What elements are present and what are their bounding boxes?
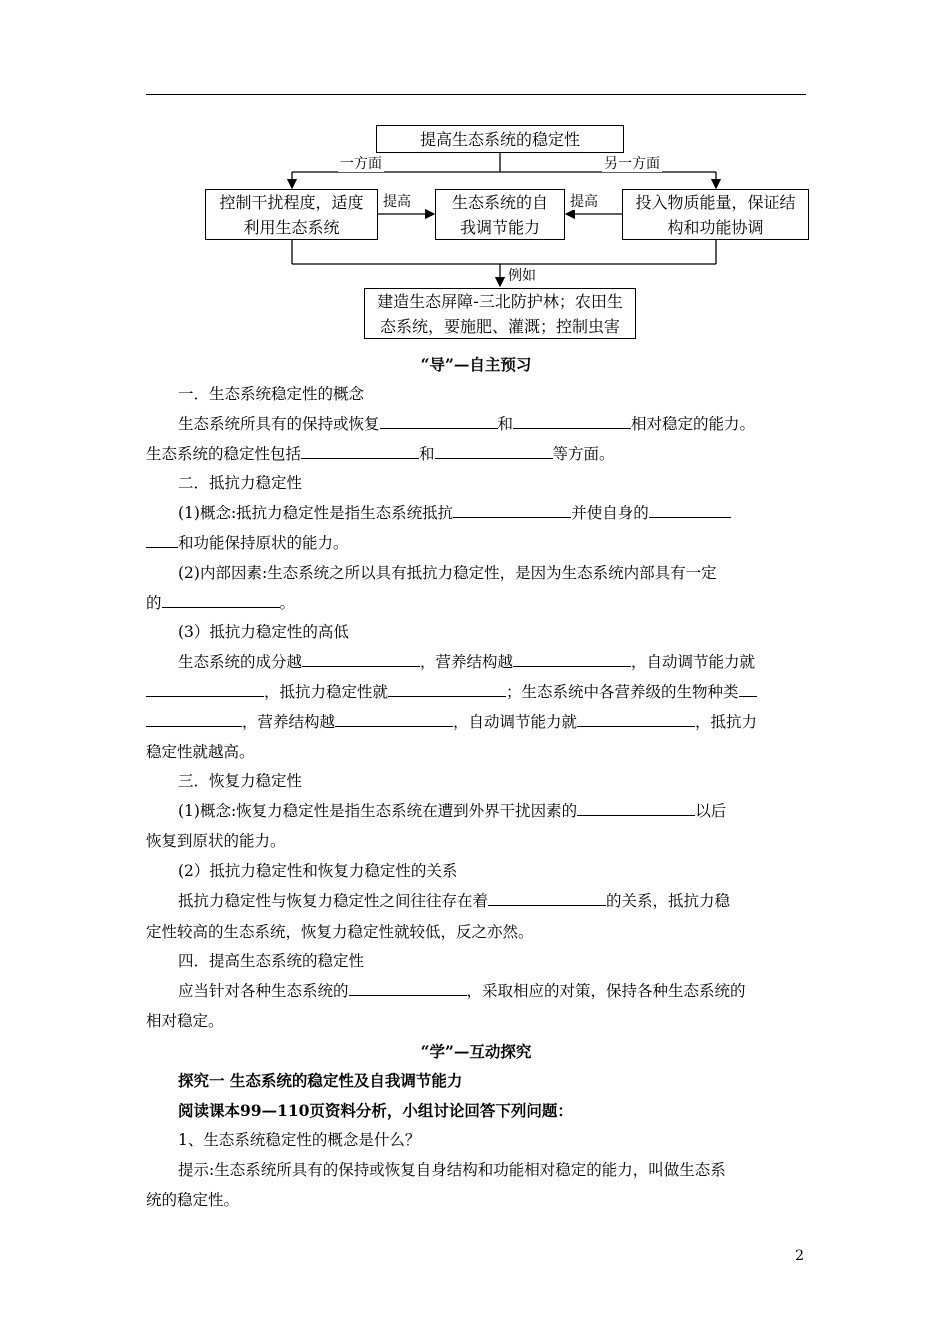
left-branch-label: 一方面 bbox=[340, 156, 382, 172]
blank-2 bbox=[513, 414, 631, 429]
blank-14 bbox=[146, 712, 242, 727]
para-17 bbox=[178, 981, 746, 1001]
para-5: (2)内部因素:生态系统之所以具有抵抗力稳定性，是因为生态系统内部具有一定 bbox=[178, 564, 717, 582]
p3b: 并使自身的 bbox=[571, 504, 649, 522]
p10a: ，营养结构越 bbox=[242, 713, 336, 731]
question-1: 1、生态系统稳定性的概念是什么？ bbox=[178, 1131, 421, 1149]
diagram-center-box bbox=[435, 189, 565, 240]
example-label: 例如 bbox=[508, 268, 536, 284]
p1c: 相对稳定的能力。 bbox=[631, 415, 756, 433]
para-18: 相对稳定。 bbox=[146, 1012, 224, 1030]
para-2 bbox=[146, 444, 615, 464]
blank-17 bbox=[577, 801, 695, 816]
para-7: (3）抵抗力稳定性的高低 bbox=[178, 623, 349, 641]
para-10 bbox=[146, 712, 757, 732]
para-15 bbox=[178, 891, 730, 911]
right-branch-label: 另一方面 bbox=[604, 156, 660, 172]
p8a: 生态系统的成分越 bbox=[178, 653, 303, 671]
p15a: 抵抗力稳定性与恢复力稳定性之间往往存在着 bbox=[178, 892, 489, 910]
blank-18 bbox=[488, 891, 606, 906]
para-4 bbox=[146, 533, 349, 553]
diagram-right-box bbox=[622, 189, 809, 240]
heading-2: 二．抵抗力稳定性 bbox=[178, 474, 303, 492]
instruction: 阅读课本99—110页资料分析，小组讨论回答下列问题： bbox=[178, 1101, 573, 1120]
para-11: 稳定性就越高。 bbox=[146, 743, 255, 761]
blank-7 bbox=[146, 533, 178, 548]
question-title: 探究一 生态系统的稳定性及自我调节能力 bbox=[178, 1071, 463, 1090]
bottom-box-line1: 建造生态屏障-三北防护林；农田生 bbox=[377, 291, 623, 311]
answer-1-line1: 提示:生态系统所具有的保持或恢复自身结构和功能相对稳定的能力，叫做生态系 bbox=[178, 1161, 726, 1179]
heading-4: 四．提高生态系统的稳定性 bbox=[178, 952, 365, 970]
diagram-top-text: 提高生态系统的稳定性 bbox=[419, 129, 580, 149]
p6b: 。 bbox=[279, 594, 296, 612]
blank-4 bbox=[435, 444, 553, 459]
p15b: 的关系，抵抗力稳 bbox=[606, 892, 731, 910]
p17b: ，采取相应的对策，保持各种生态系统的 bbox=[466, 982, 746, 1000]
blank-19 bbox=[349, 981, 467, 996]
p10b: ，自动调节能力就 bbox=[453, 713, 578, 731]
left-box-line2: 利用生态系统 bbox=[243, 217, 340, 237]
p1b: 和 bbox=[497, 415, 514, 433]
center-box-line1: 生态系统的自 bbox=[451, 192, 548, 212]
heading-3: 三．恢复力稳定性 bbox=[178, 772, 303, 790]
diagram-bottom-box bbox=[364, 288, 636, 339]
blank-6 bbox=[649, 503, 731, 518]
para-12 bbox=[178, 801, 726, 821]
para-3 bbox=[178, 503, 731, 523]
section1-title: “导”—自主预习 bbox=[420, 355, 532, 374]
left-box-line1: 控制干扰程度，适度 bbox=[219, 192, 364, 212]
blank-8 bbox=[162, 593, 280, 608]
p2a: 生态系统的稳定性包括 bbox=[146, 445, 302, 463]
p12a: (1)概念:恢复力稳定性是指生态系统在遭到外界干扰因素的 bbox=[178, 802, 578, 820]
blank-11 bbox=[146, 682, 264, 697]
para-9 bbox=[146, 682, 757, 702]
left-arrow-label: 提高 bbox=[383, 194, 411, 210]
answer-1-line2: 统的稳定性。 bbox=[146, 1191, 240, 1209]
p8c: ，自动调节能力就 bbox=[631, 653, 756, 671]
center-box-line2: 我调节能力 bbox=[459, 217, 540, 237]
p2b: 和 bbox=[419, 445, 435, 463]
p17a: 应当针对各种生态系统的 bbox=[178, 982, 349, 1000]
p8b: ，营养结构越 bbox=[420, 653, 514, 671]
diagram-top-box bbox=[376, 125, 624, 153]
blank-5 bbox=[453, 503, 571, 518]
diagram-left-box bbox=[205, 189, 378, 240]
blank-12 bbox=[388, 682, 506, 697]
p4: 和功能保持原状的能力。 bbox=[178, 534, 349, 552]
p9b: ；生态系统中各营养级的生物种类 bbox=[506, 683, 739, 701]
p2c: 等方面。 bbox=[552, 445, 615, 463]
bottom-box-line2: 态系统，要施肥、灌溉；控制虫害 bbox=[379, 316, 620, 336]
right-arrow-label: 提高 bbox=[570, 194, 598, 210]
p9a: ，抵抗力稳定性就 bbox=[264, 683, 389, 701]
para-1 bbox=[178, 414, 755, 434]
blank-15 bbox=[335, 712, 453, 727]
page-number: 2 bbox=[795, 1248, 804, 1264]
para-6 bbox=[146, 593, 295, 613]
para-16: 定性较高的生态系统，恢复力稳定性就较低，反之亦然。 bbox=[146, 923, 534, 941]
para-13: 恢复到原状的能力。 bbox=[146, 832, 286, 850]
blank-1 bbox=[380, 414, 498, 429]
para-14: (2）抵抗力稳定性和恢复力稳定性的关系 bbox=[178, 862, 458, 880]
para-8 bbox=[178, 652, 755, 672]
right-box-line2: 构和功能协调 bbox=[667, 217, 764, 237]
blank-9 bbox=[302, 652, 420, 667]
blank-13 bbox=[739, 682, 757, 697]
right-box-line1: 投入物质能量，保证结 bbox=[635, 192, 796, 212]
p6a: 的 bbox=[146, 594, 162, 612]
p3a: (1)概念:抵抗力稳定性是指生态系统抵抗 bbox=[178, 504, 454, 522]
p12b: 以后 bbox=[695, 802, 727, 820]
section2-title: “学”—互动探究 bbox=[420, 1042, 532, 1061]
heading-1: 一．生态系统稳定性的概念 bbox=[178, 385, 365, 403]
blank-3 bbox=[301, 444, 419, 459]
blank-16 bbox=[577, 712, 695, 727]
p1a: 生态系统所具有的保持或恢复 bbox=[178, 415, 380, 433]
blank-10 bbox=[513, 652, 631, 667]
p10c: ，抵抗力 bbox=[695, 713, 758, 731]
